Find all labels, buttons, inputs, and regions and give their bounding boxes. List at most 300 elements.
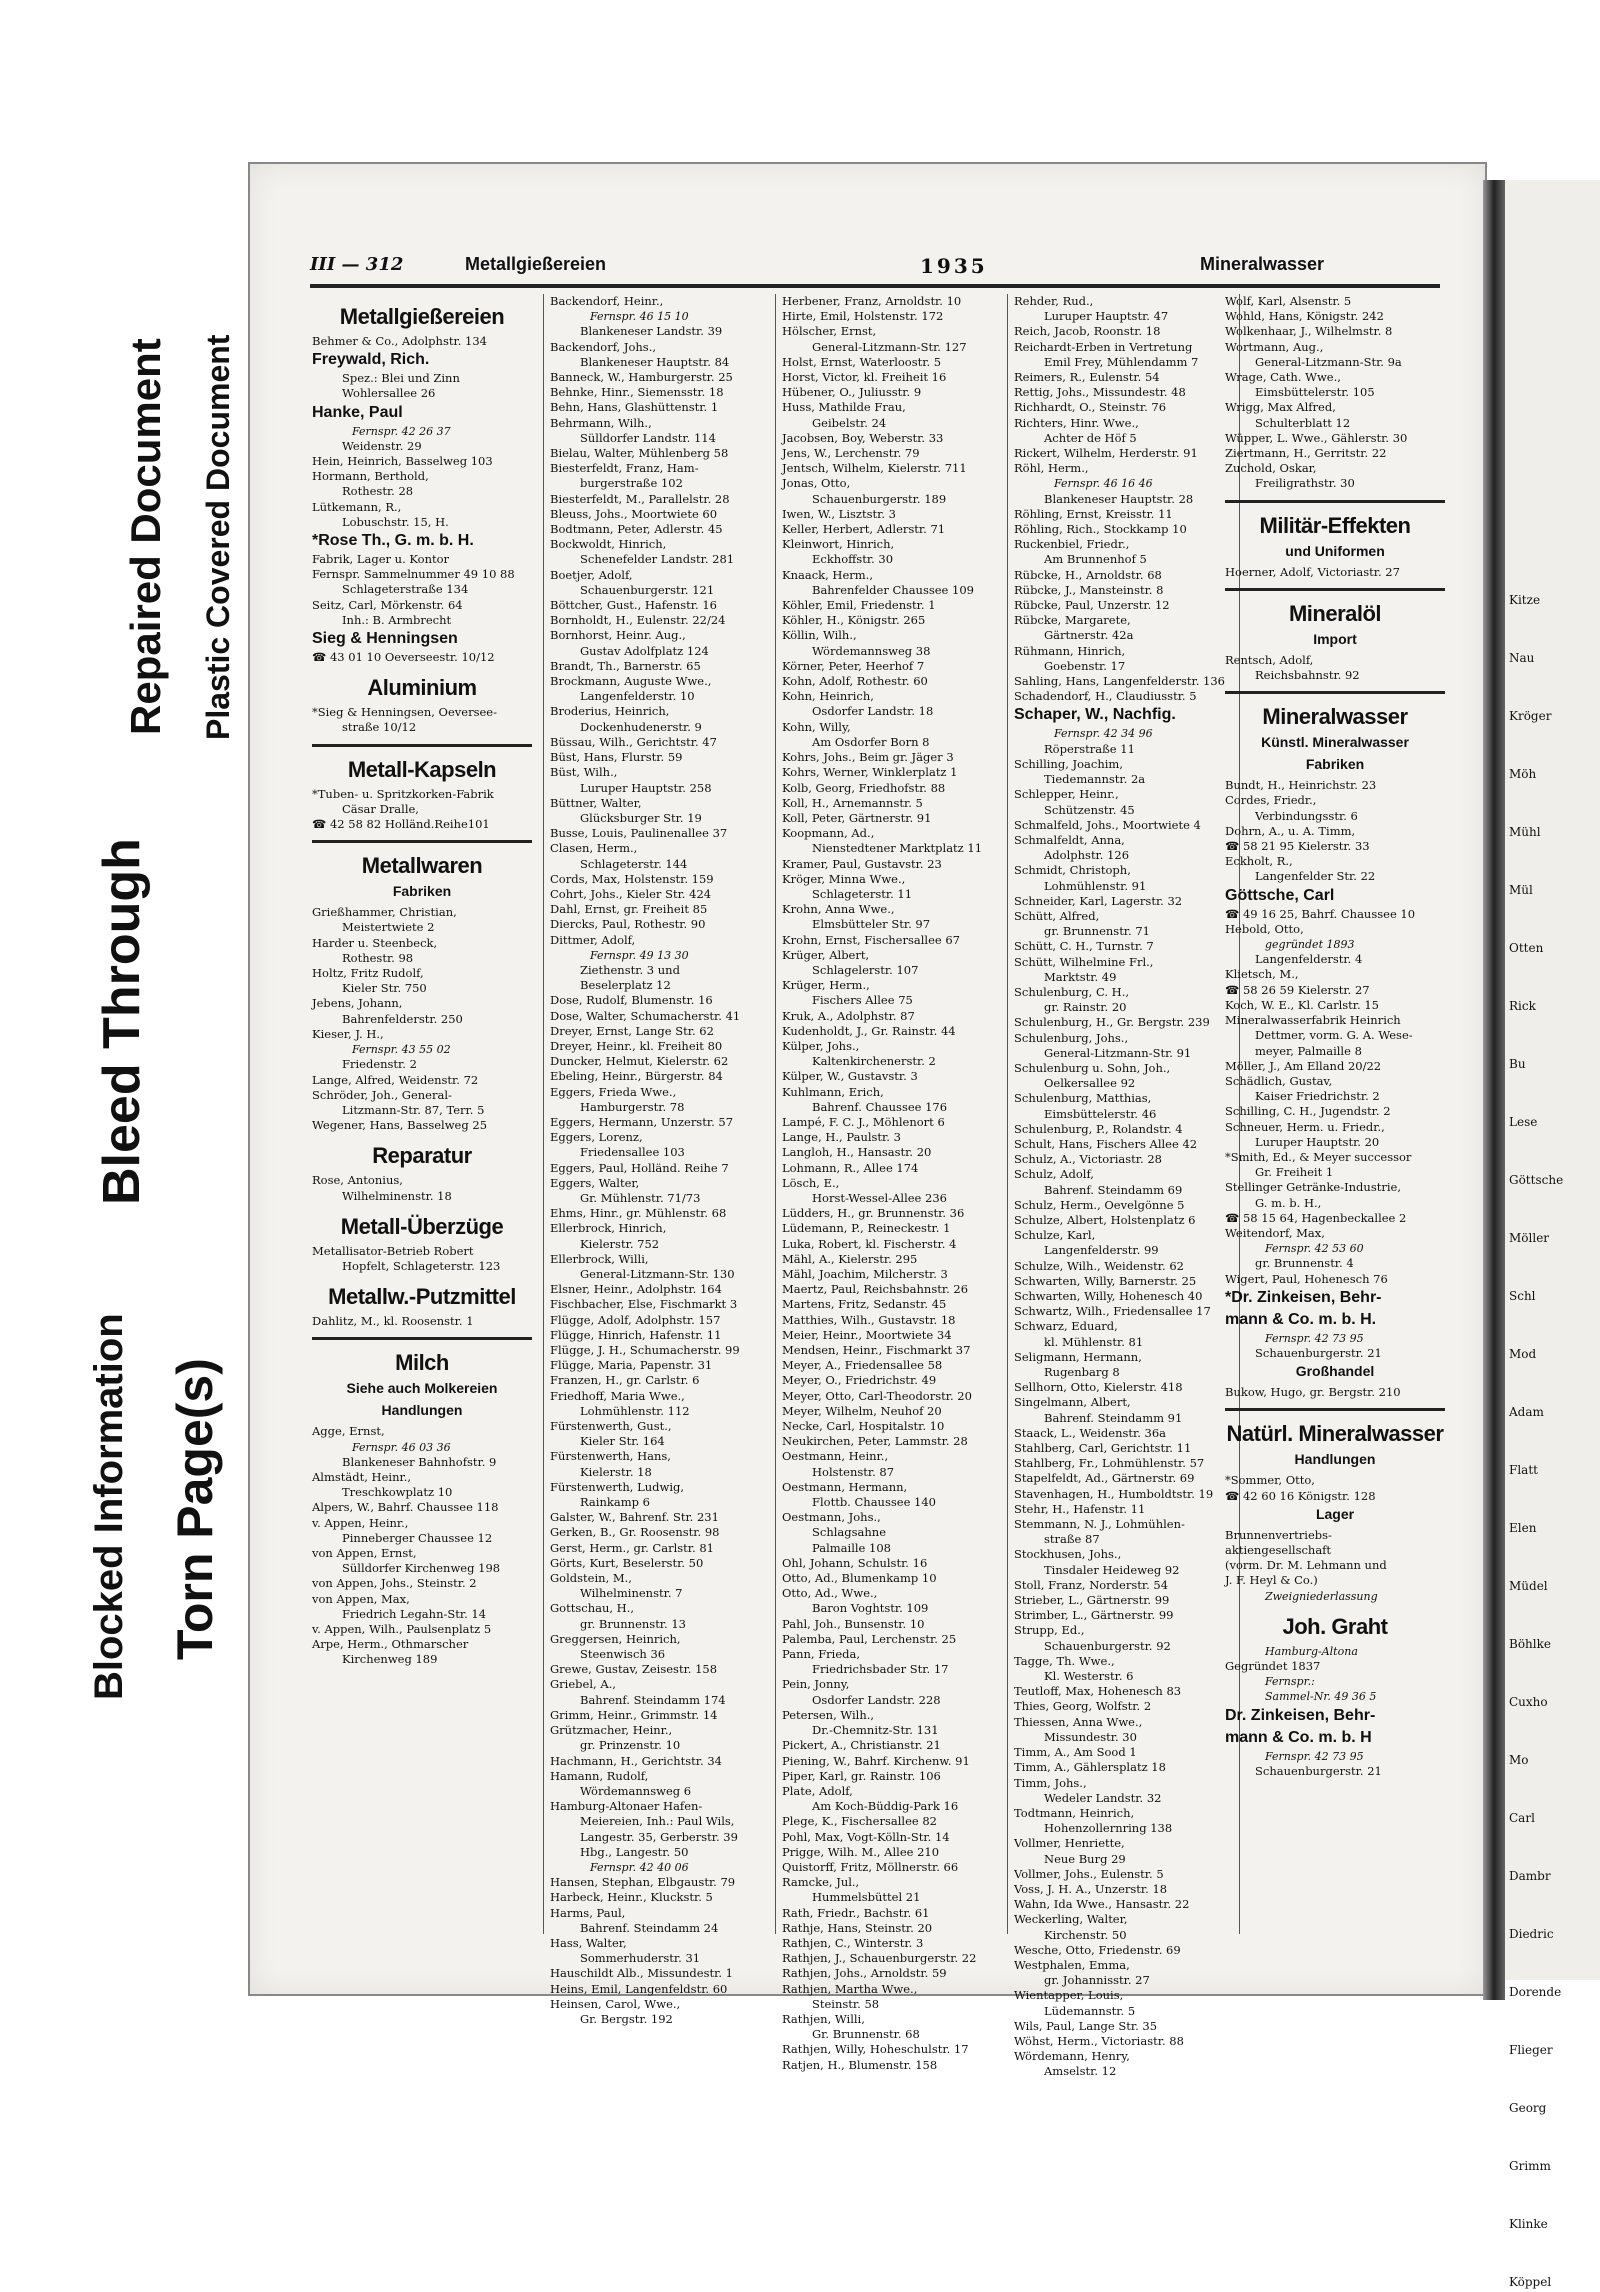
directory-entry: Dreyer, Ernst, Lange Str. 62 [550,1023,714,1038]
directory-entry: Plate, Adolf, [782,1783,853,1798]
directory-entry: Osdorfer Landstr. 228 [812,1692,941,1707]
directory-entry: Lampé, F. C. J., Möhlenort 6 [782,1114,945,1129]
directory-entry: Stemmann, N. J., Lohmühlen- [1014,1517,1185,1532]
directory-entry: Kielerstr. 752 [580,1236,660,1251]
directory-entry: Körner, Peter, Heerhof 7 [782,658,925,673]
directory-entry: Röperstraße 11 [1044,741,1135,756]
directory-entry: Hamann, Rudolf, [550,1768,649,1783]
directory-entry: Rübcke, H., Arnoldstr. 68 [1014,567,1162,582]
directory-entry: Schult, Hans, Fischers Allee 42 [1014,1136,1198,1151]
fragment-text: Carl [1509,1811,1535,1825]
fragment-text: Mül [1509,883,1533,897]
section-heading: Metall-Kapseln [347,756,497,782]
directory-entry: Fabrik, Lager u. Kontor [312,552,450,567]
directory-entry: Schulz, A., Victoriastr. 28 [1014,1152,1162,1167]
column-3 [782,294,1002,2072]
directory-entry: Kohrs, Johs., Beim gr. Jäger 3 [782,750,954,765]
directory-entry: Steinstr. 58 [812,1996,880,2011]
fragment-text: Möller [1509,1231,1550,1245]
fragment-text: Adam [1509,1405,1544,1419]
directory-entry: burgerstraße 102 [580,476,683,491]
directory-page [248,162,1487,2079]
directory-entry: Kolb, Georg, Friedhofstr. 88 [782,780,946,795]
fragment-text: Mod [1509,1347,1537,1361]
directory-entry: Weidenstr. 29 [342,438,422,453]
directory-entry: Eggers, Hermann, Unzerstr. 57 [550,1114,734,1129]
directory-entry: Kramer, Paul, Gustavstr. 23 [782,856,942,871]
directory-entry: Jens, W., Lerchenstr. 79 [782,446,920,461]
directory-entry: Ellerbrock, Willi, [550,1251,649,1266]
directory-entry: Backendorf, Heinr., [550,294,664,308]
directory-entry: Lohmühlenstr. 91 [1044,878,1147,893]
directory-entry: Schauenburgerstr. 121 [580,582,715,597]
section-subheading: Handlungen [381,1402,463,1419]
directory-entry: Alpers, W., Bahrf. Chaussee 118 [312,1500,499,1515]
directory-entry: Gr. Mühlenstr. 71/73 [580,1190,701,1205]
directory-entry: Kieser, J. H., [312,1026,384,1041]
directory-entry: Schulenburg, Johs., [1014,1030,1129,1045]
directory-entry: Grewe, Gustav, Zeisestr. 158 [550,1662,718,1677]
directory-entry: Sülldorfer Kirchenweg 198 [342,1561,501,1576]
directory-entry: Wöhst, Herm., Victoriastr. 88 [1014,2033,1184,2048]
directory-entry: Neue Burg 29 [1044,1851,1126,1866]
section-subheading: Siehe auch Molkereien [346,1380,498,1397]
directory-entry: Rothestr. 28 [342,484,414,499]
directory-entry: Elmsbütteler Str. 97 [812,917,931,932]
directory-entry: Knaack, Herm., [782,567,873,582]
directory-entry: Krüger, Herm., [782,978,870,993]
directory-entry: Goldstein, M., [550,1571,632,1586]
directory-entry: Gottschau, H., [550,1601,635,1616]
directory-entry: Fischers Allee 75 [812,993,913,1008]
directory-entry: Grießhammer, Christian, [312,905,457,920]
fragment-text: Dorende [1509,1985,1562,1999]
directory-entry: Fernspr. Sammelnummer 49 10 88 [312,567,515,582]
directory-entry: Bockwoldt, Hinrich, [550,537,667,552]
directory-entry: Gr. Brunnenstr. 68 [812,2027,920,2042]
directory-entry: Amselstr. 12 [1044,2064,1117,2079]
directory-entry: Büttner, Walter, [550,795,642,810]
directory-entry: Richhardt, O., Steinstr. 76 [1014,400,1167,415]
directory-entry: Stockhusen, Johs., [1014,1547,1122,1562]
directory-entry: Schulenburg, Matthias, [1014,1091,1152,1106]
directory-entry: Huss, Mathilde Frau, [782,400,906,415]
firm-name: Göttsche, Carl [1225,886,1335,904]
directory-entry: von Appen, Ernst, [312,1545,417,1560]
directory-entry: Eimsbüttelerstr. 46 [1044,1106,1157,1121]
directory-entry: ☎ 58 21 95 Kielerstr. 33 [1225,839,1370,854]
directory-entry: Friedenstr. 2 [342,1057,417,1072]
directory-entry: Luruper Hauptstr. 20 [1255,1134,1380,1149]
fragment-text: Rick [1509,999,1536,1013]
fragment-text: Müdel [1509,1579,1548,1593]
directory-entry: Schwarten, Willy, Barnerstr. 25 [1014,1273,1197,1288]
section-subheading: Handlungen [1294,1451,1376,1468]
directory-entry: Eggers, Paul, Holländ. Reihe 7 [550,1160,729,1175]
directory-entry: Rentsch, Adolf, [1225,652,1314,667]
directory-entry: Grützmacher, Heinr., [550,1723,673,1738]
directory-entry: Meistertwiete 2 [342,920,435,935]
directory-entry: (vorm. Dr. M. Lehmann und [1225,1558,1387,1573]
directory-entry: Keller, Herbert, Adlerstr. 71 [782,522,946,537]
section-subheading: Großhandel [1295,1363,1375,1380]
directory-entry: Meyer, Otto, Carl-Theodorstr. 20 [782,1388,972,1403]
directory-entry: Lüdemann, P., Reineckestr. 1 [782,1221,951,1236]
directory-entry: Broderius, Heinrich, [550,704,670,719]
directory-entry: Westphalen, Emma, [1014,1957,1130,1972]
section-heading: Reparatur [372,1143,472,1169]
directory-entry: Meyer, Wilhelm, Neuhof 20 [782,1403,942,1418]
directory-entry: ☎ 42 60 16 Königstr. 128 [1225,1488,1376,1503]
directory-entry: Gerst, Herm., gr. Carlstr. 81 [550,1540,714,1555]
directory-entry: Tiedemannstr. 2a [1044,772,1146,787]
fragment-text: Elen [1509,1521,1537,1535]
fragment-text: Lese [1509,1115,1538,1129]
section-heading: Metallgießereien [339,304,505,329]
fragment-text: Klinke [1509,2217,1548,2231]
directory-entry: Vollmer, Johs., Eulenstr. 5 [1014,1866,1164,1881]
section-heading: Milch [395,1350,449,1376]
directory-entry: Palemba, Paul, Lerchenstr. 25 [782,1631,957,1646]
directory-entry: Wohld, Hans, Königstr. 242 [1225,309,1384,324]
firm-name: Dr. Zinkeisen, Behr- [1225,1706,1376,1724]
fragment-text: Dambr [1509,1869,1551,1883]
section-heading: Militär-Effekten [1259,512,1411,538]
directory-entry: Gr. Freiheit 1 [1255,1165,1334,1180]
directory-entry: Maertz, Paul, Reichsbahnstr. 26 [782,1282,969,1297]
directory-entry: Galster, W., Bahrenf. Str. 231 [550,1510,719,1525]
directory-entry: Krohn, Anna Wwe., [782,902,895,917]
directory-entry: Goebenstr. 17 [1044,658,1126,673]
directory-entry: Herbener, Franz, Arnoldstr. 10 [782,294,962,308]
directory-entry: Klietsch, M., [1225,967,1299,982]
fragment-text: Grimm [1509,2159,1551,2173]
directory-entry: Cordes, Friedr., [1225,793,1317,808]
directory-entry: Litzmann-Str. 87, Terr. 5 [342,1102,485,1117]
directory-entry: Schlagelerstr. 107 [812,962,919,977]
directory-entry: Harder u. Steenbeck, [312,935,438,950]
directory-entry: Hölscher, Ernst, [782,324,877,339]
directory-entry: Bornhorst, Heinr. Aug., [550,628,686,643]
directory-entry: Stehr, H., Hafenstr. 11 [1014,1501,1146,1516]
directory-entry: Ellerbrock, Hinrich, [550,1221,667,1236]
directory-entry: Köllin, Wilh., [782,628,857,643]
directory-entry: Boetjer, Adolf, [550,567,633,582]
directory-entry: Cohrt, Johs., Kieler Str. 424 [550,886,712,901]
directory-entry: Külper, Johs., [782,1038,860,1053]
directory-entry: Reich, Jacob, Roonstr. 18 [1014,324,1161,339]
directory-entry: Langenfelderstr. 10 [580,689,695,704]
section-subheading: Import [1313,630,1357,647]
directory-entry: Hamburgerstr. 78 [580,1099,685,1114]
directory-entry: Jebens, Johann, [312,996,403,1011]
directory-entry: Gärtnerstr. 42a [1044,628,1134,643]
directory-entry: Holtz, Fritz Rudolf, [312,966,424,981]
directory-entry: Am Koch-Büddig-Park 16 [812,1799,959,1814]
blocked-information-label: Blocked Information [87,1313,131,1700]
directory-entry: Kirchenweg 189 [342,1652,438,1667]
directory-entry: Harms, Paul, [550,1905,626,1920]
directory-entry: Zuchold, Oskar, [1225,461,1317,476]
directory-entry: gr. Prinzenstr. 10 [580,1738,681,1753]
directory-entry: Hebold, Otto, [1225,921,1304,936]
directory-entry: Am Osdorfer Born 8 [812,734,930,749]
directory-entry: Langestr. 35, Gerberstr. 39 [580,1829,738,1844]
directory-entry: Tinsdaler Heideweg 92 [1044,1562,1180,1577]
directory-entry: Rathjen, Willy, Hoheschulstr. 17 [782,2042,969,2057]
directory-entry: Büst, Hans, Flurstr. 59 [550,750,683,765]
directory-entry: General-Litzmann-Str. 91 [1044,1045,1192,1060]
directory-entry: Jacobsen, Boy, Weberstr. 33 [782,430,944,445]
directory-entry: Wilhelminenstr. 7 [580,1586,683,1601]
directory-entry: Rickert, Wilhelm, Herderstr. 91 [1014,446,1198,461]
directory-entry: Büssau, Wilh., Gerichtstr. 47 [550,734,717,749]
directory-entry: Mähl, A., Kielerstr. 295 [782,1251,918,1266]
directory-entry: Böttcher, Gust., Hafenstr. 16 [550,598,717,613]
directory-entry: Sahling, Hans, Langenfelderstr. 136 [1014,674,1225,689]
column-4 [1014,294,1234,2079]
directory-entry: von Appen, Max, [312,1591,410,1606]
directory-entry: Wientapper, Louis, [1014,1988,1124,2003]
directory-entry: Rose, Antonius, [312,1173,403,1188]
directory-entry: Hübener, O., Juliusstr. 9 [782,385,922,400]
directory-entry: Schulz, Adolf, [1014,1167,1094,1182]
directory-entry: Voss, J. H. A., Unzerstr. 18 [1014,1881,1168,1896]
directory-entry: Fischbacher, Else, Fischmarkt 3 [550,1297,738,1312]
section-heading: Metallwaren [361,853,483,879]
directory-entry: Schauenburgerstr. 21 [1255,1345,1382,1360]
column-divider [1007,294,1008,1934]
directory-entry: Koll, Peter, Gärtnerstr. 91 [782,810,932,825]
directory-entry: Schilling, C. H., Jugendstr. 2 [1225,1104,1391,1119]
directory-entry: Biesterfeldt, M., Parallelstr. 28 [550,491,730,506]
directory-entry: Behn, Hans, Glashüttenstr. 1 [550,400,719,415]
directory-entry: Bahrenf. Steindamm 69 [1044,1182,1183,1197]
directory-entry: Timm, Johs., [1014,1775,1087,1790]
directory-entry: Iwen, W., Lisztstr. 3 [782,506,896,521]
directory-entry: Schmalfeldt, Anna, [1014,832,1125,847]
directory-entry: Rothestr. 98 [342,950,414,965]
directory-entry: G. m. b. H., [1255,1195,1322,1210]
directory-entry: Wahn, Ida Wwe., Hansastr. 22 [1014,1897,1190,1912]
directory-entry: Quistorff, Fritz, Möllnerstr. 66 [782,1859,959,1874]
directory-entry: Zweigniederlassung [1265,1589,1378,1603]
directory-entry: Hormann, Berthold, [312,469,429,484]
directory-entry: ☎ 49 16 25, Bahrf. Chaussee 10 [1225,906,1416,921]
fragment-text: Köppel [1509,2275,1552,2289]
header-left-title: Metallgießereien [465,254,607,274]
directory-entry: Fernspr. 42 73 95 [1265,1331,1364,1345]
directory-entry: Langenfelderstr. 99 [1044,1243,1159,1258]
directory-entry: Bahrenf. Chaussee 176 [812,1099,948,1114]
header-rule [310,284,1440,288]
directory-entry: Kleinwort, Hinrich, [782,537,895,552]
directory-entry: Rathjen, J., Schauenburgerstr. 22 [782,1951,977,1966]
directory-entry: Rath, Friedr., Bachstr. 61 [782,1905,930,1920]
directory-entry: Rathjen, Johs., Arnoldstr. 59 [782,1966,947,1981]
directory-entry: Vollmer, Henriette, [1014,1836,1125,1851]
directory-entry: Kl. Westerstr. 6 [1044,1669,1134,1684]
directory-entry: Kirchenstr. 50 [1044,1927,1127,1942]
fragment-text: Göttsche [1509,1173,1564,1187]
directory-entry: Neukirchen, Peter, Lammstr. 28 [782,1434,968,1449]
directory-entry: Wohlersallee 26 [342,386,436,401]
section-subheading: Fabriken [1305,756,1365,773]
directory-entry: Bahrenf. Steindamm 24 [580,1920,719,1935]
directory-entry: Spez.: Blei und Zinn [342,371,460,386]
directory-entry: Jentsch, Wilhelm, Kielerstr. 711 [782,461,967,476]
directory-entry: Behnke, Hinr., Siemensstr. 18 [550,385,724,400]
directory-entry: Horst, Victor, kl. Freiheit 16 [782,370,947,385]
directory-entry: Weckerling, Walter, [1014,1912,1128,1927]
directory-entry: Blankeneser Hauptstr. 28 [1044,491,1194,506]
directory-entry: straße 87 [1044,1532,1100,1547]
fragment-text: Flatt [1509,1463,1538,1477]
directory-entry: Tagge, Th. Wwe., [1014,1653,1115,1668]
directory-entry: Cords, Max, Holstenstr. 159 [550,871,714,886]
directory-entry: Lösch, E., [782,1175,840,1190]
directory-entry: Marktstr. 49 [1044,969,1117,984]
directory-entry: Kohn, Adolf, Rothestr. 60 [782,674,928,689]
directory-entry: Rathjen, C., Winterstr. 3 [782,1935,924,1950]
directory-entry: Staack, L., Weidenstr. 36a [1014,1425,1167,1440]
directory-entry: Grimm, Heinr., Grimmstr. 14 [550,1707,718,1722]
directory-entry: Bahrenf. Steindamm 91 [1044,1410,1183,1425]
directory-entry: Schmidt, Christoph, [1014,863,1131,878]
section-rule [312,744,532,747]
fragment-text: Diedric [1509,1927,1554,1941]
firm-name: *Dr. Zinkeisen, Behr- [1225,1288,1382,1306]
directory-entry: Wördemann, Henry, [1014,2049,1130,2064]
firm-name: mann & Co. m. b. H [1225,1728,1372,1746]
section-subheading: Lager [1315,1505,1355,1522]
directory-entry: Behrmann, Wilh., [550,415,652,430]
directory-entry: Lütkemann, R., [312,499,402,514]
directory-entry: Stapelfeldt, Ad., Gärtnerstr. 69 [1014,1471,1195,1486]
header-right-title: Mineralwasser [1200,254,1325,274]
directory-entry: Elsner, Heinr., Adolphstr. 164 [550,1282,722,1297]
directory-entry: General-Litzmann-Str. 9a [1255,354,1402,369]
directory-entry: Schulze, Wilh., Weidenstr. 62 [1014,1258,1184,1273]
directory-entry: Achter de Höf 5 [1044,430,1137,445]
column-divider [543,294,544,1934]
directory-entry: Holstenstr. 87 [812,1464,895,1479]
directory-entry: Behmer & Co., Adolphstr. 134 [312,334,487,348]
directory-entry: Osdorfer Landstr. 18 [812,704,934,719]
directory-entry: Kieler Str. 750 [342,981,427,996]
directory-entry: Wegener, Hans, Basselweg 25 [312,1118,488,1133]
fragment-text: Mühl [1509,825,1541,839]
directory-entry: Schneuer, Herm. u. Friedr., [1225,1119,1385,1134]
directory-entry: Fernspr. 49 13 30 [590,948,689,962]
directory-entry: Timm, A., Gählersplatz 18 [1014,1760,1166,1775]
directory-entry: Meyer, O., Friedrichstr. 49 [782,1373,937,1388]
directory-entry: Brunnenvertriebs- [1225,1527,1332,1542]
directory-entry: Sülldorfer Landstr. 114 [580,430,716,445]
directory-entry: Rainkamp 6 [580,1495,650,1510]
directory-entry: Stellinger Getränke-Industrie, [1225,1180,1401,1195]
directory-entry: *Tuben- u. Spritzkorken-Fabrik [312,786,494,801]
directory-entry: Ramcke, Jul., [782,1875,860,1890]
directory-entry: Bukow, Hugo, gr. Bergstr. 210 [1225,1385,1401,1400]
directory-entry: Verbindungsstr. 6 [1255,808,1358,823]
directory-entry: Ehms, Hinr., gr. Mühlenstr. 68 [550,1206,727,1221]
directory-entry: Treschkowplatz 10 [342,1485,453,1500]
directory-entry: Dr.-Chemnitz-Str. 131 [812,1723,939,1738]
directory-entry: Stahlberg, Fr., Lohmühlenstr. 57 [1014,1456,1205,1471]
directory-entry: Rehder, Rud., [1014,294,1094,308]
directory-entry: Nienstedtener Marktplatz 11 [812,841,983,856]
directory-entry: Kohrs, Werner, Winklerplatz 1 [782,765,958,780]
directory-entry: Dittmer, Adolf, [550,932,636,947]
section-subheading: Fabriken [392,883,452,900]
directory-entry: Schwartz, Wilh., Friedensallee 17 [1014,1304,1211,1319]
directory-entry: Wolf, Karl, Alsenstr. 5 [1225,294,1352,308]
directory-entry: Strupp, Ed., [1014,1623,1085,1638]
directory-entry: gr. Rainstr. 20 [1044,1000,1127,1015]
column-5 [1225,294,1445,1934]
directory-entry: Baron Voghtstr. 109 [812,1601,929,1616]
directory-entry: Schütt, Alfred, [1014,908,1100,923]
directory-entry: Rettig, Johs., Missundestr. 48 [1014,385,1186,400]
directory-entry: Mineralwasserfabrik Heinrich [1225,1013,1401,1028]
directory-entry: General-Litzmann-Str. 130 [580,1267,735,1281]
directory-entry: Pinneberger Chaussee 12 [342,1530,493,1545]
directory-entry: Glücksburger Str. 19 [580,810,702,825]
directory-entry: Schwarten, Willy, Hohenesch 40 [1014,1289,1203,1303]
directory-entry: ☎ 58 15 64, Hagenbeckallee 2 [1225,1210,1407,1225]
fragment-text: Möh [1509,767,1537,781]
directory-entry: Plege, K., Fischersallee 82 [782,1814,937,1829]
directory-entry: Möller, J., Am Elland 20/22 [1225,1058,1382,1073]
directory-entry: Luruper Hauptstr. 258 [580,780,712,795]
directory-entry: Thiessen, Anna Wwe., [1014,1714,1143,1729]
directory-entry: Schädlich, Gustav, [1225,1073,1333,1088]
directory-entry: Kaiser Friedrichstr. 2 [1255,1089,1380,1104]
directory-entry: kl. Mühlenstr. 81 [1044,1334,1144,1349]
fragment-text: Georg [1509,2101,1547,2115]
directory-entry: Greggersen, Heinrich, [550,1631,681,1646]
directory-entry: Wrage, Cath. Wwe., [1225,370,1341,385]
directory-entry: Blankeneser Hauptstr. 84 [580,354,730,369]
directory-entry: Meyer, A., Friedensallee 58 [782,1358,943,1373]
directory-entry: Oestmann, Heinr., [782,1449,889,1464]
directory-entry: Holst, Ernst, Waterloostr. 5 [782,354,942,369]
directory-entry: Brockmann, Auguste Wwe., [550,674,712,689]
directory-entry: Meier, Heinr., Moortwiete 34 [782,1327,952,1342]
directory-entry: Schlepper, Heinr., [1014,787,1119,802]
directory-entry: Lange, Alfred, Weidenstr. 72 [312,1072,479,1087]
directory-entry: Görts, Kurt, Beselerstr. 50 [550,1555,704,1570]
directory-entry: Dahlitz, M., kl. Roosenstr. 1 [312,1314,474,1329]
directory-entry: Stahlberg, Carl, Gerichtstr. 11 [1014,1441,1192,1456]
directory-entry: Pann, Frieda, [782,1647,861,1662]
directory-entry: Teutloff, Max, Hohenesch 83 [1014,1684,1182,1699]
directory-entry: Todtmann, Heinrich, [1014,1805,1135,1820]
directory-entry: Bleuss, Johs., Moortwiete 60 [550,506,718,521]
directory-entry: Pohl, Max, Vogt-Kölln-Str. 14 [782,1829,950,1844]
directory-entry: Bahrenfelderstr. 250 [342,1011,463,1026]
directory-entry: Flügge, J. H., Schumacherstr. 99 [550,1343,740,1358]
section-rule [312,840,532,843]
directory-entry: Lobuschstr. 15, H. [342,514,449,529]
directory-entry: Petersen, Wilh., [782,1707,875,1722]
directory-entry: Arpe, Herm., Othmarscher [312,1637,469,1652]
fragment-text: Bu [1509,1057,1526,1071]
fragment-text: Böhlke [1509,1637,1551,1651]
directory-entry: Rübcke, Margarete, [1014,613,1131,628]
directory-entry: Metallisator-Betrieb Robert [312,1243,474,1258]
